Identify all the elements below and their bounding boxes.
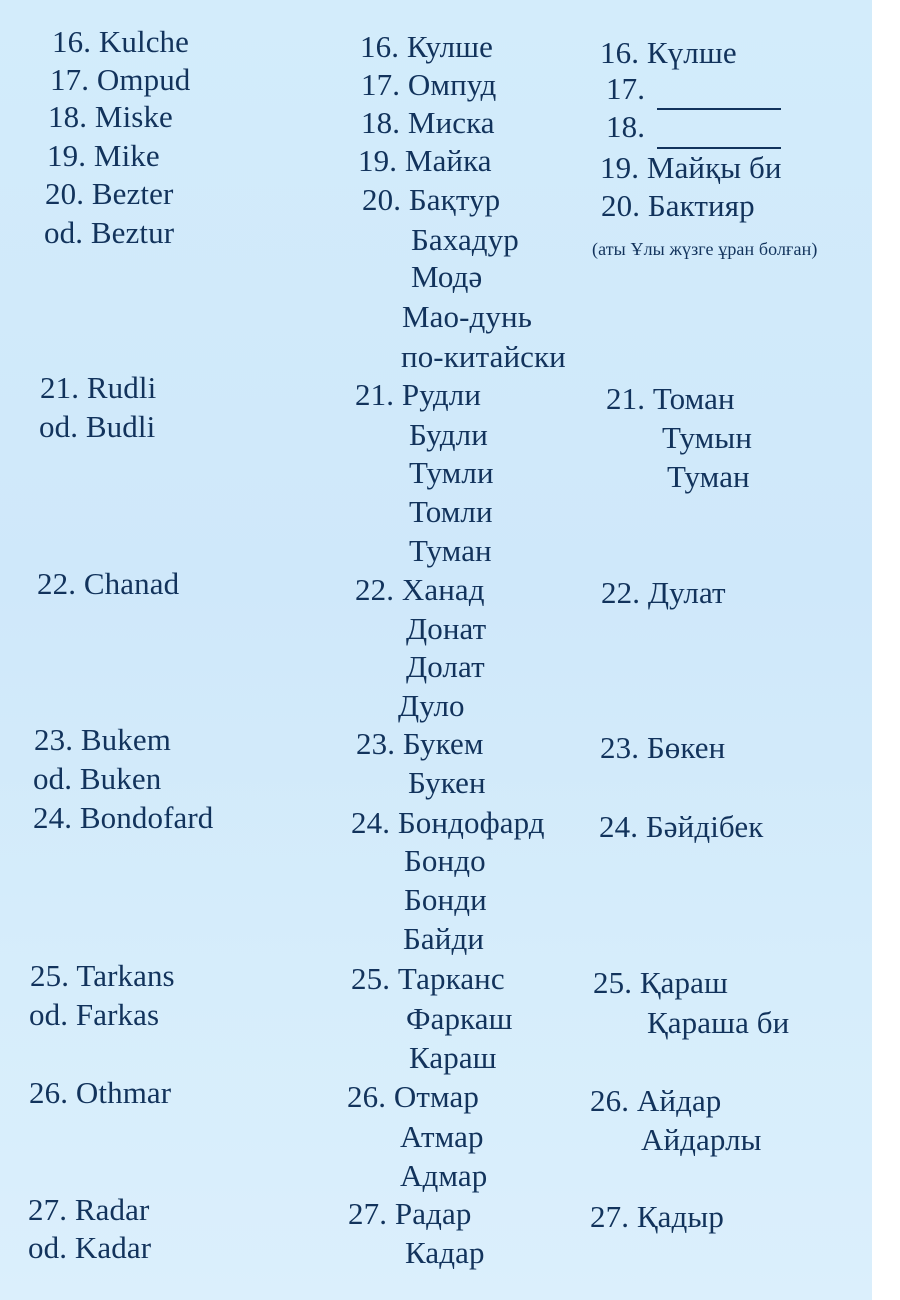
- middle-line: 22. Ханад: [355, 572, 485, 607]
- right-line: 24. Бәйдібек: [599, 809, 764, 844]
- right-line: Туман: [667, 459, 750, 494]
- left-line: 18. Miske: [48, 99, 173, 134]
- middle-line: 24. Бондофард: [351, 805, 545, 840]
- left-line: od. Kadar: [28, 1230, 152, 1265]
- middle-line: 16. Кулше: [360, 29, 493, 64]
- right-line: 23. Бөкен: [600, 730, 726, 765]
- right-line: 17.: [606, 71, 646, 106]
- middle-line: 26. Отмар: [347, 1079, 479, 1114]
- middle-line: Бахадур: [411, 222, 519, 257]
- right-line: 18.: [606, 109, 646, 144]
- left-line: 19. Mike: [47, 138, 160, 173]
- left-line: 17. Ompud: [50, 62, 191, 97]
- left-line: 25. Tarkans: [30, 958, 175, 993]
- left-line: od. Beztur: [44, 215, 175, 250]
- middle-line: по-китайски: [401, 339, 566, 374]
- left-line: 26. Othmar: [29, 1075, 172, 1110]
- middle-line: Мао-дунь: [402, 299, 532, 334]
- left-line: 24. Bondofard: [33, 800, 214, 835]
- middle-line: 27. Радар: [348, 1196, 472, 1231]
- left-line: 21. Rudli: [40, 370, 157, 405]
- right-line: Қараша би: [647, 1005, 790, 1040]
- left-line: 27. Radar: [28, 1192, 150, 1227]
- middle-line: Будли: [409, 417, 488, 452]
- left-line: 16. Kulche: [52, 24, 190, 59]
- right-line: Айдарлы: [641, 1122, 762, 1157]
- middle-line: 17. Омпуд: [361, 67, 497, 102]
- left-line: 23. Bukem: [34, 722, 171, 757]
- middle-line: 20. Бақтур: [362, 182, 501, 217]
- left-line: 22. Chanad: [37, 566, 180, 601]
- middle-line: Туман: [409, 533, 492, 568]
- right-line: 19. Майқы би: [600, 150, 782, 185]
- middle-line: Караш: [409, 1040, 497, 1075]
- left-line: od. Buken: [33, 761, 162, 796]
- middle-line: Байди: [403, 921, 485, 956]
- middle-line: Дуло: [398, 688, 465, 723]
- middle-line: Букен: [408, 765, 486, 800]
- middle-line: Адмар: [400, 1158, 488, 1193]
- middle-line: Кадар: [405, 1235, 485, 1270]
- left-line: 20. Bezter: [45, 176, 174, 211]
- middle-line: Томли: [409, 494, 493, 529]
- middle-line: 23. Букем: [356, 726, 484, 761]
- middle-line: 18. Миска: [361, 105, 495, 140]
- middle-line: 19. Майка: [358, 143, 492, 178]
- middle-line: Долат: [406, 649, 485, 684]
- blank-line: [657, 108, 781, 110]
- right-line: 26. Айдар: [590, 1083, 722, 1118]
- middle-line: Бондо: [404, 843, 486, 878]
- blank-line: [657, 147, 781, 149]
- middle-line: Донат: [406, 611, 487, 646]
- right-line-note: (аты Ұлы жүзге ұран болған): [592, 239, 818, 259]
- middle-line: Бонди: [404, 882, 487, 917]
- middle-line: 21. Рудли: [355, 377, 482, 412]
- right-line: 16. Күлше: [600, 35, 737, 70]
- right-line: 25. Қараш: [593, 965, 728, 1000]
- middle-line: Модә: [411, 259, 483, 294]
- right-line: 22. Дулат: [601, 575, 726, 610]
- middle-line: Тумли: [409, 455, 494, 490]
- left-line: od. Budli: [39, 409, 156, 444]
- page-edge: [872, 0, 900, 1300]
- middle-line: 25. Тарканс: [351, 961, 505, 996]
- right-line: 21. Томан: [606, 381, 735, 416]
- right-line: 27. Қадыр: [590, 1199, 724, 1234]
- right-line: Тумын: [662, 420, 753, 455]
- left-line: od. Farkas: [29, 997, 160, 1032]
- right-line: 20. Бактияр: [601, 188, 755, 223]
- middle-line: Атмар: [400, 1119, 484, 1154]
- middle-line: Фаркаш: [406, 1001, 513, 1036]
